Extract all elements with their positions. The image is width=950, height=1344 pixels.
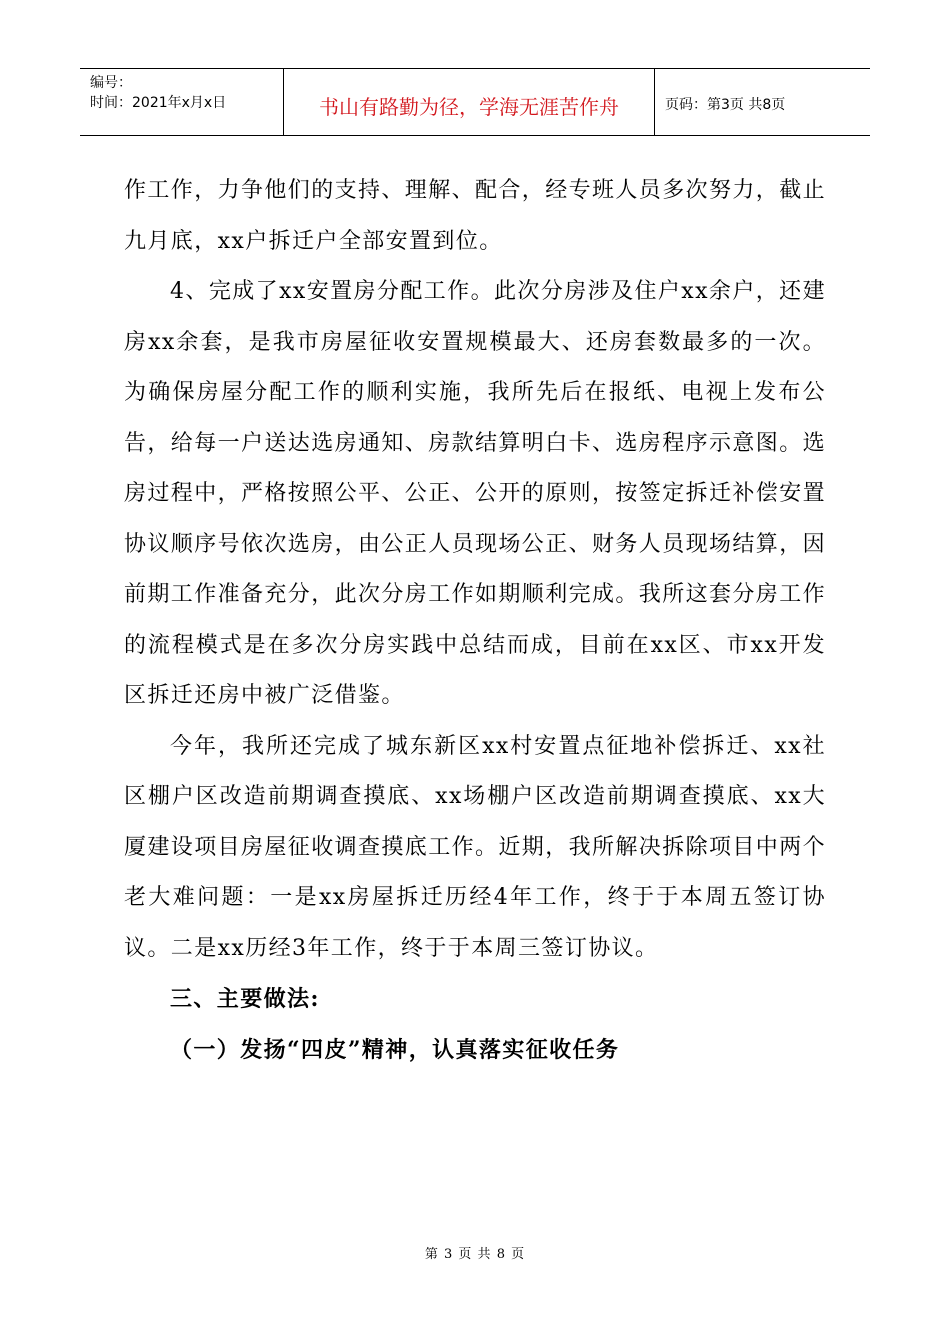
subsection-heading: （一）发扬“四皮”精神，认真落实征收任务	[170, 1036, 620, 1063]
document-body	[124, 166, 826, 1075]
header-page-number: 页码：第3页 共8页	[665, 97, 786, 113]
page-footer	[0, 1243, 950, 1262]
section-heading: 三、主要做法:	[170, 986, 320, 1012]
document-number-label: 编号：	[90, 75, 132, 91]
document-date-label: 时间：2021年x月x日	[90, 95, 227, 111]
header-motto: 书山有路勤为径，学海无涯苦作舟	[319, 94, 619, 119]
paragraph-continuation: 作工作，力争他们的支持、理解、配合，经专班人员多次努力，截止九月底，xx户拆迁户全部安置到位。	[124, 178, 827, 254]
header-info-cell	[80, 69, 283, 135]
document-header	[80, 68, 870, 136]
header-page-cell	[655, 69, 870, 135]
paragraph-this-year: 今年，我所还完成了城东新区xx村安置点征地补偿拆迁、xx社区棚户区改造前期调查摸底、xx场棚户区改造前期调查摸底、xx大厦建设项目房屋征收调查摸底工作。近期，我所解决拆除项目中两个老大难问题：一是xx房屋拆迁历经4年工作，终于于本周五签订协议。二是xx历经3年工作，终于于本周三签订协议。	[124, 733, 827, 961]
paragraph-item-4: 4、完成了xx安置房分配工作。此次分房涉及住户xx余户，还建房xx余套，是我市房屋征收安置规模最大、还房套数最多的一次。为确保房屋分配工作的顺利实施，我所先后在报纸、电视上发布公告，给每一户送达选房通知、房款结算明白卡、选房程序示意图。选房过程中，严格按照公平、公正、公开的原则，按签定拆迁补偿安置协议顺序号依次选房，由公正人员现场公正、财务人员现场结算，因前期工作准备充分，此次分房工作如期顺利完成。我所这套分房工作的流程模式是在多次分房实践中总结而成，目前在xx区、市xx开发区拆迁还房中被广泛借鉴。	[124, 279, 827, 708]
footer-page-number: 第 3 页 共 8 页	[424, 1247, 526, 1262]
header-motto-cell	[283, 69, 655, 135]
